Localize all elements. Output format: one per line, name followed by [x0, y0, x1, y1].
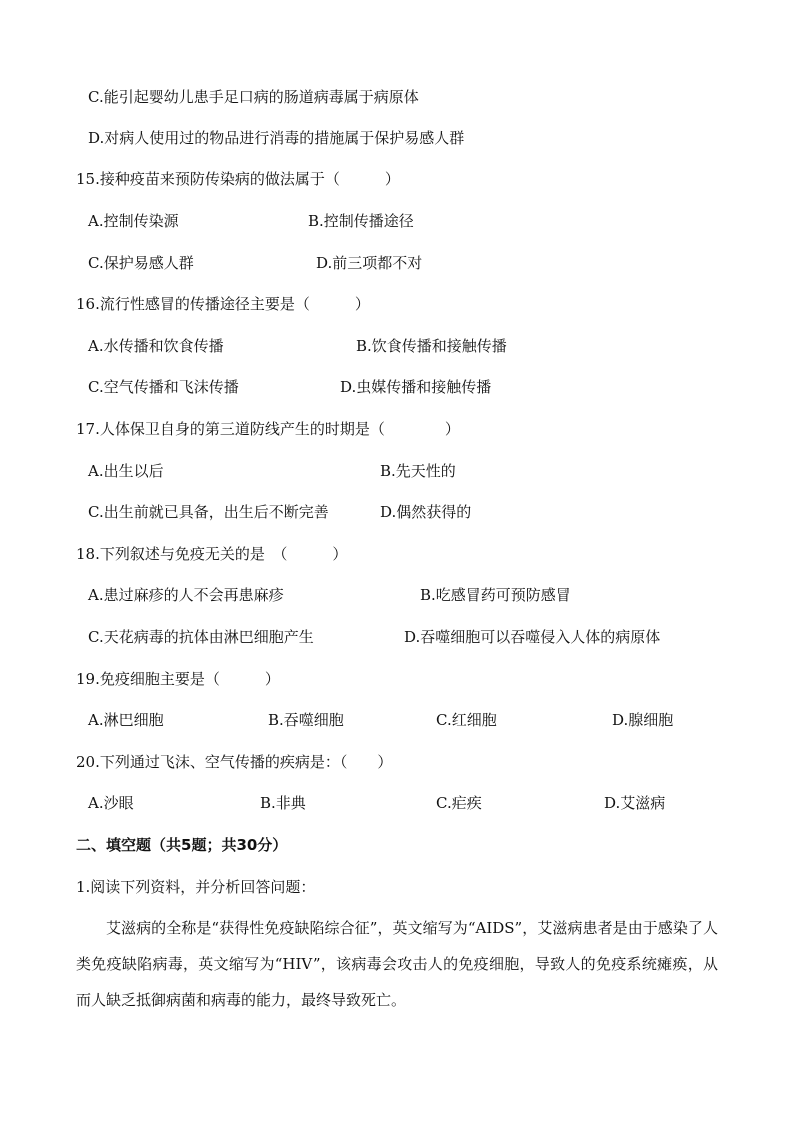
option-text: C.红细胞: [436, 711, 497, 729]
option-text: B.非典: [260, 794, 306, 812]
option-text: D.偶然获得的: [380, 503, 472, 521]
option-text: A.淋巴细胞: [88, 711, 164, 729]
option-text: D.腺细胞: [612, 711, 674, 729]
option-text: A.控制传染源: [88, 212, 179, 230]
option-text: C.天花病毒的抗体由淋巴细胞产生: [88, 628, 314, 646]
option-text: C.能引起婴幼儿患手足口病的肠道病毒属于病原体: [88, 88, 419, 106]
option-text: B.吃感冒药可预防感冒: [420, 586, 571, 604]
option-text: B.控制传播途径: [308, 212, 414, 230]
option-text: C.疟疾: [436, 794, 482, 812]
option-text: B.饮食传播和接触传播: [356, 337, 507, 355]
option-text: A.沙眼: [88, 794, 134, 812]
question-stem: 1.阅读下列资料，并分析回答问题：: [76, 878, 316, 896]
option-text: B.吞噬细胞: [268, 711, 344, 729]
question-stem: 17.人体保卫自身的第三道防线产生的时期是（ ）: [76, 420, 460, 438]
option-text: C.出生前就已具备，出生后不断完善: [88, 503, 329, 521]
option-text: A.患过麻疹的人不会再患麻疹: [88, 586, 284, 604]
question-stem: 16.流行性感冒的传播途径主要是（ ）: [76, 295, 370, 313]
option-text: D.艾滋病: [604, 794, 666, 812]
section-title: 二、填空题（共5题；共30分）: [76, 836, 288, 854]
option-text: D.前三项都不对: [316, 254, 423, 272]
question-stem: 15.接种疫苗来预防传染病的做法属于（ ）: [76, 170, 400, 188]
option-text: C.空气传播和飞沫传播: [88, 378, 239, 396]
option-text: D.吞噬细胞可以吞噬侵入人体的病原体: [404, 628, 661, 646]
option-text: D.对病人使用过的物品进行消毒的措施属于保护易感人群: [88, 129, 465, 147]
reading-passage: 艾滋病的全称是“获得性免疫缺陷综合征”，英文缩写为“AIDS”，艾滋病患者是由于感染了人类免疫缺陷病毒，英文缩写为“HIV”，该病毒会攻击人的免疫细胞，导致人的免疫系统瘫痪，从而人缺乏抵御病菌和病毒的能力，最终导致死亡。: [76, 919, 718, 1009]
option-text: B.先天性的: [380, 462, 456, 480]
option-text: A.水传播和饮食传播: [88, 337, 224, 355]
question-stem: 19.免疫细胞主要是（ ）: [76, 670, 280, 688]
question-stem: 18.下列叙述与免疫无关的是 （ ）: [76, 545, 348, 563]
question-stem: 20.下列通过飞沫、空气传播的疾病是：（ ）: [76, 753, 393, 771]
option-text: A.出生以后: [88, 462, 164, 480]
option-text: C.保护易感人群: [88, 254, 194, 272]
option-text: D.虫媒传播和接触传播: [340, 378, 492, 396]
